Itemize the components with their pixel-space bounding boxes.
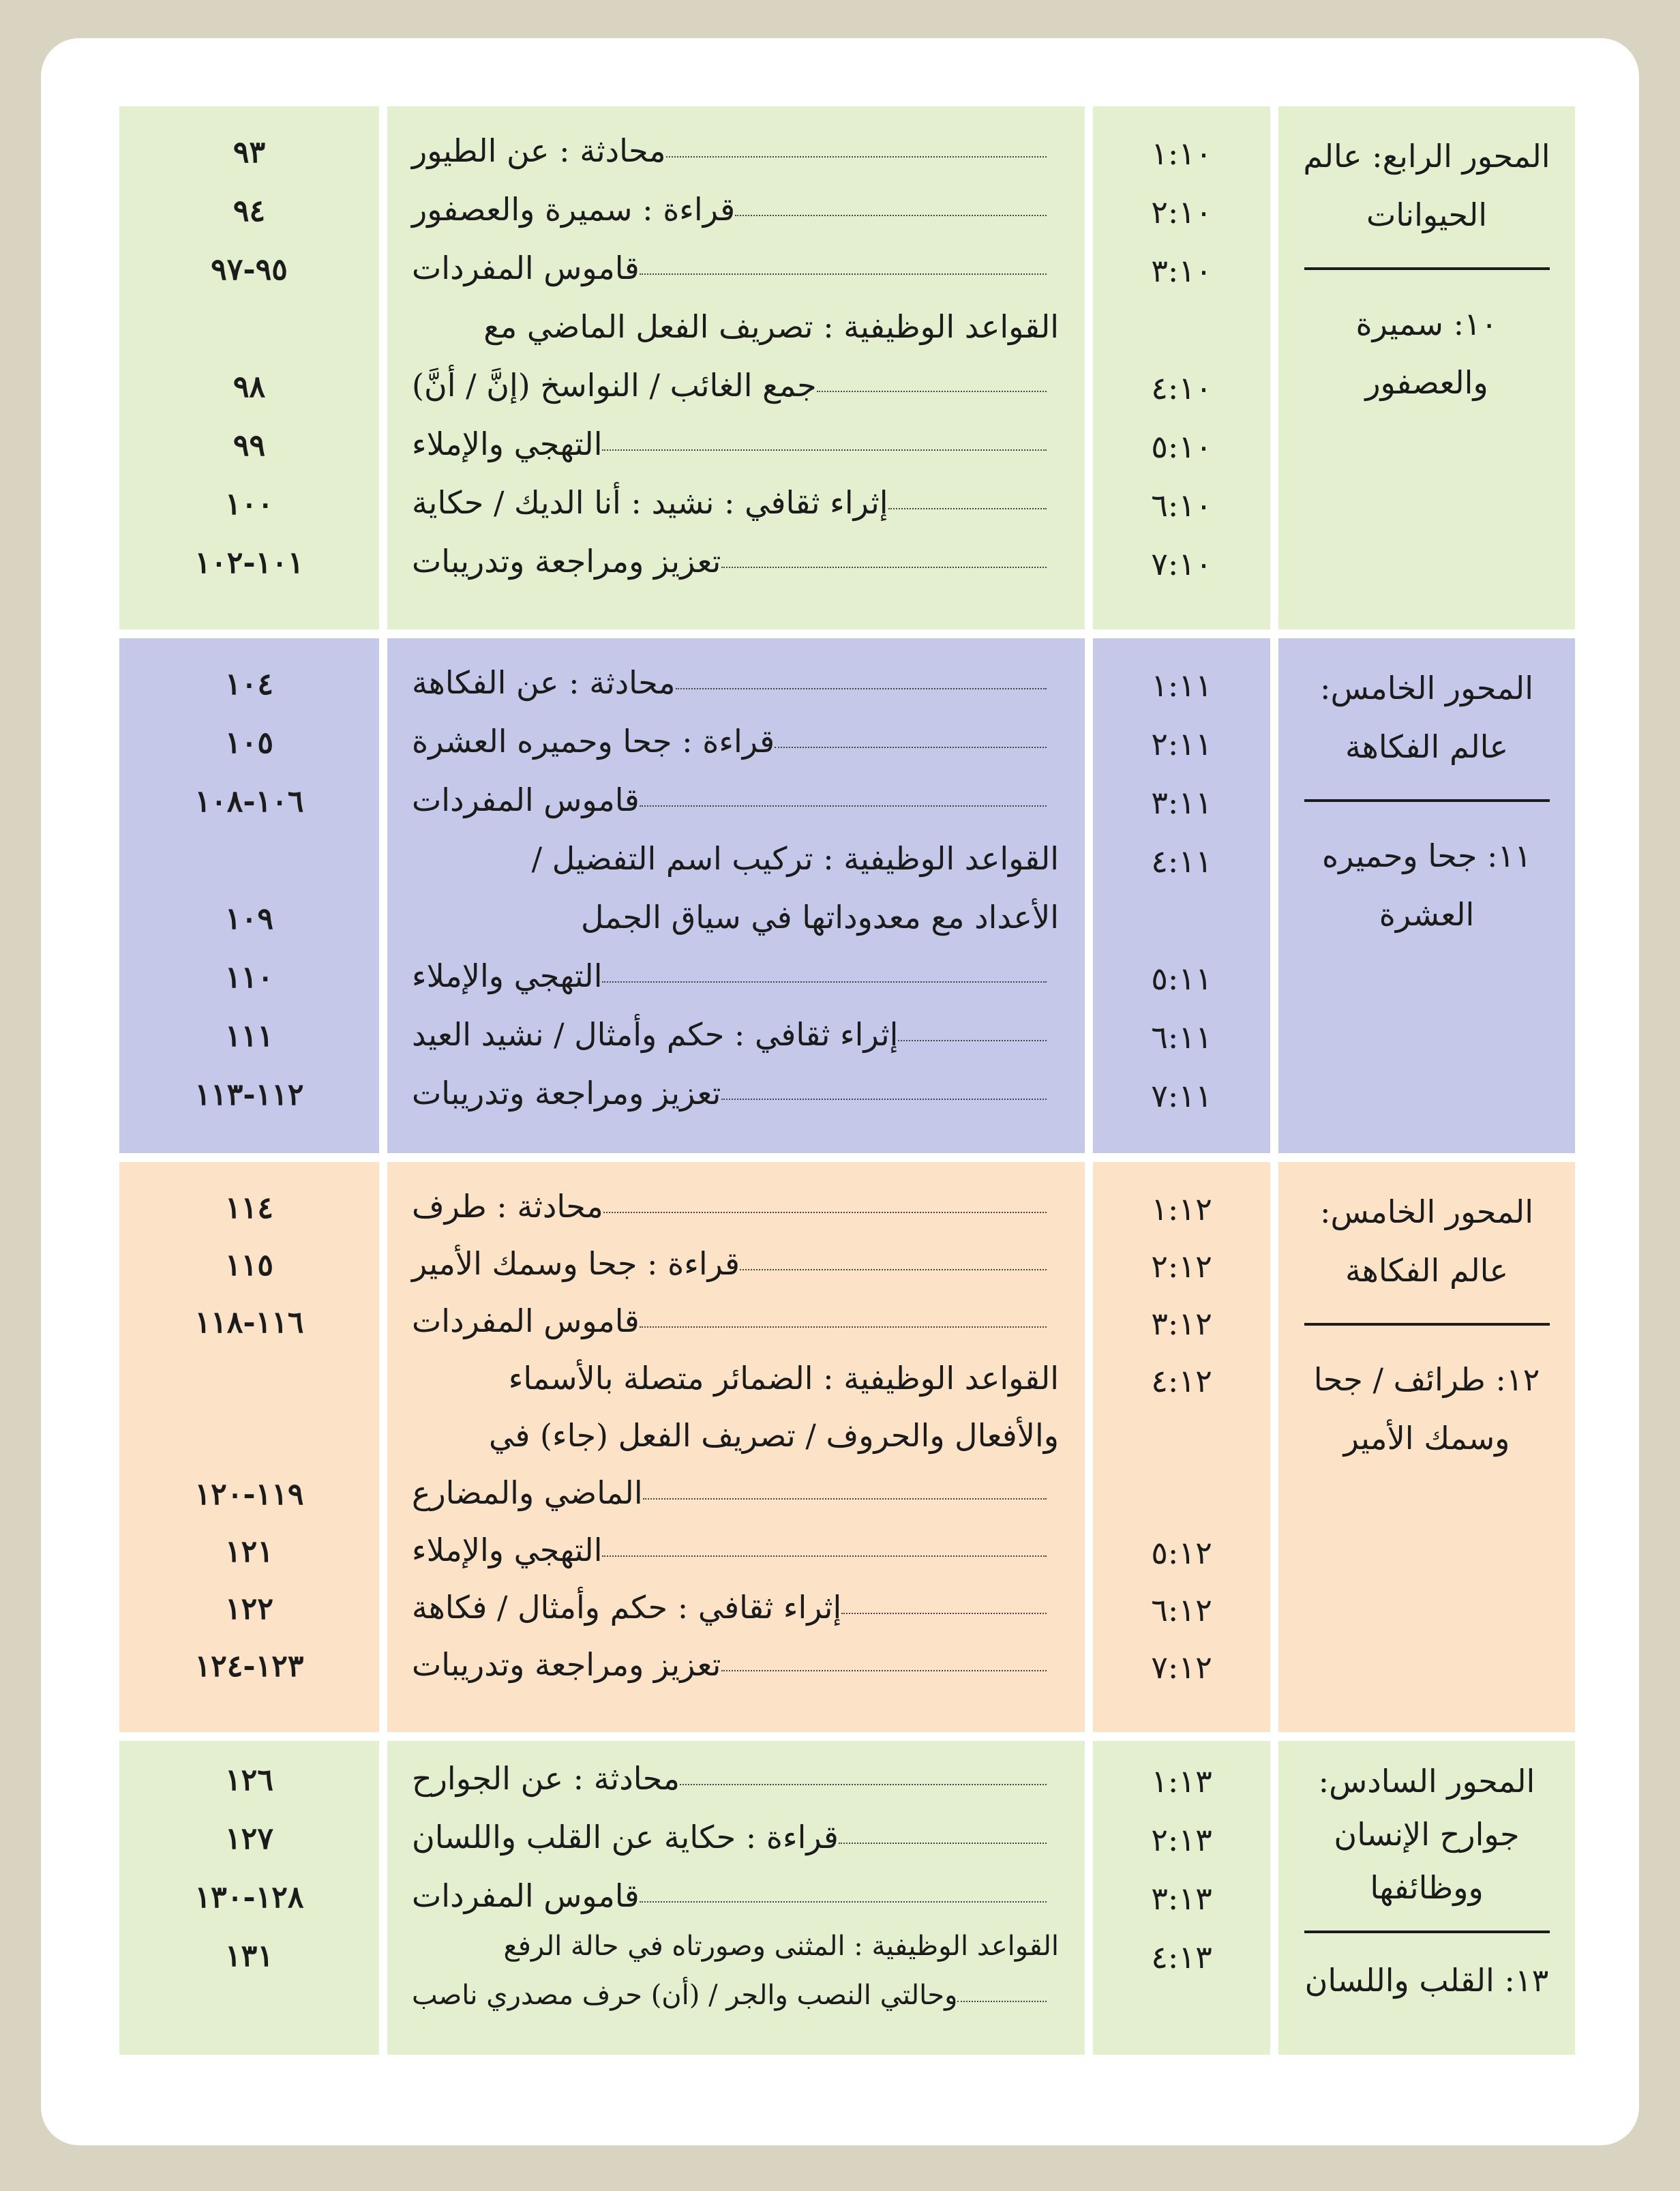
topic-text: الماضي والمضارع: [412, 1474, 643, 1511]
page-number: ١٢٢: [225, 1592, 273, 1626]
page-number: ١٠٦-١٠٨: [194, 784, 304, 819]
page-number: ١١٥: [225, 1248, 273, 1283]
page-number: ٩٤: [232, 194, 266, 228]
divider: [1304, 267, 1550, 270]
code-column: [1093, 106, 1270, 629]
page-number: ١٠٩: [225, 901, 273, 936]
section-animals: [119, 106, 1575, 629]
lesson-code: ٤:١٢: [1151, 1362, 1212, 1399]
topic-text: قاموس المفردات: [412, 250, 640, 286]
theme-cell: [1278, 638, 1575, 1153]
page-column: [119, 106, 379, 629]
page-number: ١٠٠: [225, 487, 273, 522]
page-number: ١٢٨-١٣٠: [194, 1880, 304, 1915]
dotted-leader: [666, 156, 1047, 158]
topic-text: القواعد الوظيفية : المثنى وصورتاه في حالة الرفع: [503, 1931, 1059, 1962]
lesson-code: ٣:١٠: [1151, 252, 1212, 289]
divider: [1304, 1323, 1550, 1326]
lesson-code: ٧:١٢: [1151, 1649, 1212, 1686]
topic-text: محادثة : عن الجوارح: [412, 1760, 680, 1797]
theme-cell: [1278, 106, 1575, 629]
lesson-code: ٧:١١: [1151, 1077, 1212, 1114]
lesson-code: ١:١٢: [1151, 1191, 1212, 1227]
dotted-leader: [603, 1212, 1047, 1213]
lesson-code: ١:١٠: [1151, 135, 1212, 172]
dotted-leader: [640, 805, 1047, 807]
unit-title: ١٣: القلب واللسان: [1304, 1962, 1549, 1999]
page-number: ١٣١: [225, 1939, 273, 1973]
lesson-code: ٤:١٣: [1151, 1939, 1212, 1976]
dotted-leader: [640, 1901, 1047, 1903]
topic-text: إثراء ثقافي : نشيد : أنا الديك / حكاية: [412, 484, 888, 521]
topic-text: القواعد الوظيفية : الضمائر متصلة بالأسماء: [508, 1360, 1059, 1397]
topic-text: قاموس المفردات: [412, 781, 640, 818]
topic-text: محادثة : عن الفكاهة: [412, 664, 676, 701]
dotted-leader: [602, 449, 1047, 451]
topic-text: التهجي والإملاء: [412, 1532, 603, 1568]
topic-text: التهجي والإملاء: [412, 426, 603, 462]
code-column: [1093, 1162, 1270, 1732]
topic-text: قراءة : جحا وسمك الأمير: [412, 1245, 740, 1282]
topic-text: الأعداد مع معدوداتها في سياق الجمل: [581, 899, 1059, 936]
lesson-code: ٣:١٣: [1151, 1880, 1212, 1917]
lesson-code: ٥:١١: [1151, 960, 1212, 997]
topic-text: التهجي والإملاء: [412, 957, 603, 994]
page-number: ١٢٣-١٢٤: [194, 1649, 304, 1684]
topic-column: [387, 1741, 1085, 2055]
lesson-code: ١:١١: [1151, 667, 1212, 704]
topic-text: القواعد الوظيفية : تصريف الفعل الماضي مع: [483, 308, 1059, 345]
page-number: ١٠٤: [225, 667, 273, 702]
page-number: ١١١: [225, 1019, 273, 1054]
unit-title: ١١: جحا وحميره العشرة: [1322, 837, 1531, 933]
topic-text: تعزيز ومراجعة وتدريبات: [412, 1075, 721, 1112]
topic-text: وحالتي النصب والجر / (أن) حرف مصدري ناصب: [412, 1980, 958, 2011]
page-number: ٩٣: [232, 135, 266, 170]
topic-column: [387, 638, 1085, 1153]
axis-title: المحور الخامس: عالم الفكاهة: [1320, 670, 1533, 765]
topic-text: جمع الغائب / النواسخ (إنَّ / أنَّ): [412, 367, 817, 404]
topic-text: القواعد الوظيفية : تركيب اسم التفضيل /: [531, 840, 1059, 877]
axis-title: المحور الخامس: عالم الفكاهة: [1320, 1193, 1533, 1289]
lesson-code: ٣:١١: [1151, 784, 1212, 821]
page-number: ١١٩-١٢٠: [194, 1477, 304, 1512]
dotted-leader: [841, 1613, 1047, 1614]
dotted-leader: [957, 2001, 1047, 2002]
dotted-leader: [721, 1670, 1047, 1671]
unit-title: ١٠: سميرة والعصفور: [1355, 305, 1498, 401]
page-number: ١٢٧: [225, 1821, 273, 1856]
dotted-leader: [775, 747, 1047, 748]
lesson-code: ٦:١٠: [1151, 487, 1212, 524]
page-number: ١٠٥: [225, 726, 273, 760]
section-body: [119, 1741, 1575, 2055]
lesson-code: ٦:١١: [1151, 1019, 1212, 1056]
dotted-leader: [888, 508, 1047, 509]
lesson-code: ٢:١٣: [1151, 1821, 1212, 1858]
page-number: ٩٩: [232, 428, 266, 463]
dotted-leader: [735, 215, 1047, 216]
dotted-leader: [817, 391, 1047, 392]
lesson-code: ٢:١١: [1151, 726, 1212, 762]
topic-column: [387, 106, 1085, 629]
topic-text: قراءة : سميرة والعصفور: [412, 191, 736, 228]
lesson-code: ٦:١٢: [1151, 1592, 1212, 1628]
axis-title: المحور الرابع: عالم الحيوانات: [1303, 138, 1550, 233]
page-number: ١١٦-١١٨: [194, 1305, 304, 1340]
lesson-code: ٥:١٢: [1151, 1534, 1212, 1571]
page-column: [119, 1741, 379, 2055]
dotted-leader: [602, 981, 1047, 983]
dotted-leader: [640, 1326, 1047, 1328]
topic-text: محادثة : عن الطيور: [412, 132, 666, 169]
section-jokes: [119, 1162, 1575, 1732]
topic-text: قراءة : حكاية عن القلب واللسان: [412, 1819, 839, 1855]
page-number: ١٢١: [225, 1534, 273, 1569]
dotted-leader: [721, 1099, 1047, 1100]
dotted-leader: [740, 1269, 1047, 1270]
code-column: [1093, 1741, 1270, 2055]
lesson-code: ١:١٣: [1151, 1763, 1212, 1800]
dotted-leader: [721, 567, 1047, 568]
lesson-code: ٧:١٠: [1151, 546, 1212, 582]
theme-cell: [1278, 1162, 1575, 1732]
page-number: ١١٢-١١٣: [194, 1077, 304, 1112]
lesson-code: ٤:١٠: [1151, 370, 1212, 406]
lesson-code: ٥:١٠: [1151, 428, 1212, 465]
axis-title: المحور السادس: جوارح الإنسان ووظائفها: [1318, 1763, 1535, 1906]
topic-text: إثراء ثقافي : حكم وأمثال / فكاهة: [412, 1589, 842, 1626]
lesson-code: ٣:١٢: [1151, 1305, 1212, 1342]
topic-text: محادثة : طرف: [412, 1188, 603, 1225]
topic-column: [387, 1162, 1085, 1732]
page-number: ١١٠: [225, 960, 273, 995]
page-column: [119, 638, 379, 1153]
dotted-leader: [839, 1843, 1047, 1844]
page-number: ١١٤: [225, 1191, 273, 1225]
code-column: [1093, 638, 1270, 1153]
page-number: ١٢٦: [225, 1763, 273, 1798]
dotted-leader: [898, 1040, 1047, 1041]
dotted-leader: [676, 688, 1047, 689]
dotted-leader: [602, 1555, 1047, 1557]
page-number: ١٠١-١٠٢: [194, 546, 304, 580]
topic-text: إثراء ثقافي : حكم وأمثال / نشيد العيد: [412, 1016, 899, 1053]
divider: [1304, 799, 1550, 802]
topic-text: تعزيز ومراجعة وتدريبات: [412, 1646, 721, 1683]
topic-text: قاموس المفردات: [412, 1877, 640, 1914]
lesson-code: ٤:١١: [1151, 843, 1212, 880]
dotted-leader: [643, 1498, 1047, 1500]
topic-text: قراءة : جحا وحميره العشرة: [412, 723, 775, 760]
page-column: [119, 1162, 379, 1732]
topic-text: تعزيز ومراجعة وتدريبات: [412, 543, 721, 580]
dotted-leader: [680, 1784, 1047, 1785]
divider: [1304, 1931, 1550, 1933]
topic-text: والأفعال والحروف / تصريف الفعل (جاء) في: [489, 1417, 1059, 1454]
dotted-leader: [640, 273, 1047, 275]
lesson-code: ٢:١٠: [1151, 194, 1212, 230]
theme-cell: [1278, 1741, 1575, 2055]
lesson-code: ٢:١٢: [1151, 1248, 1212, 1285]
section-humor: [119, 638, 1575, 1153]
page-number: ٩٨: [232, 370, 266, 404]
page-number: ٩٥-٩٧: [211, 252, 288, 287]
topic-text: قاموس المفردات: [412, 1302, 640, 1339]
page-sheet: [41, 38, 1639, 2145]
unit-title: ١٢: طرائف / جحا وسمك الأمير: [1313, 1361, 1540, 1457]
